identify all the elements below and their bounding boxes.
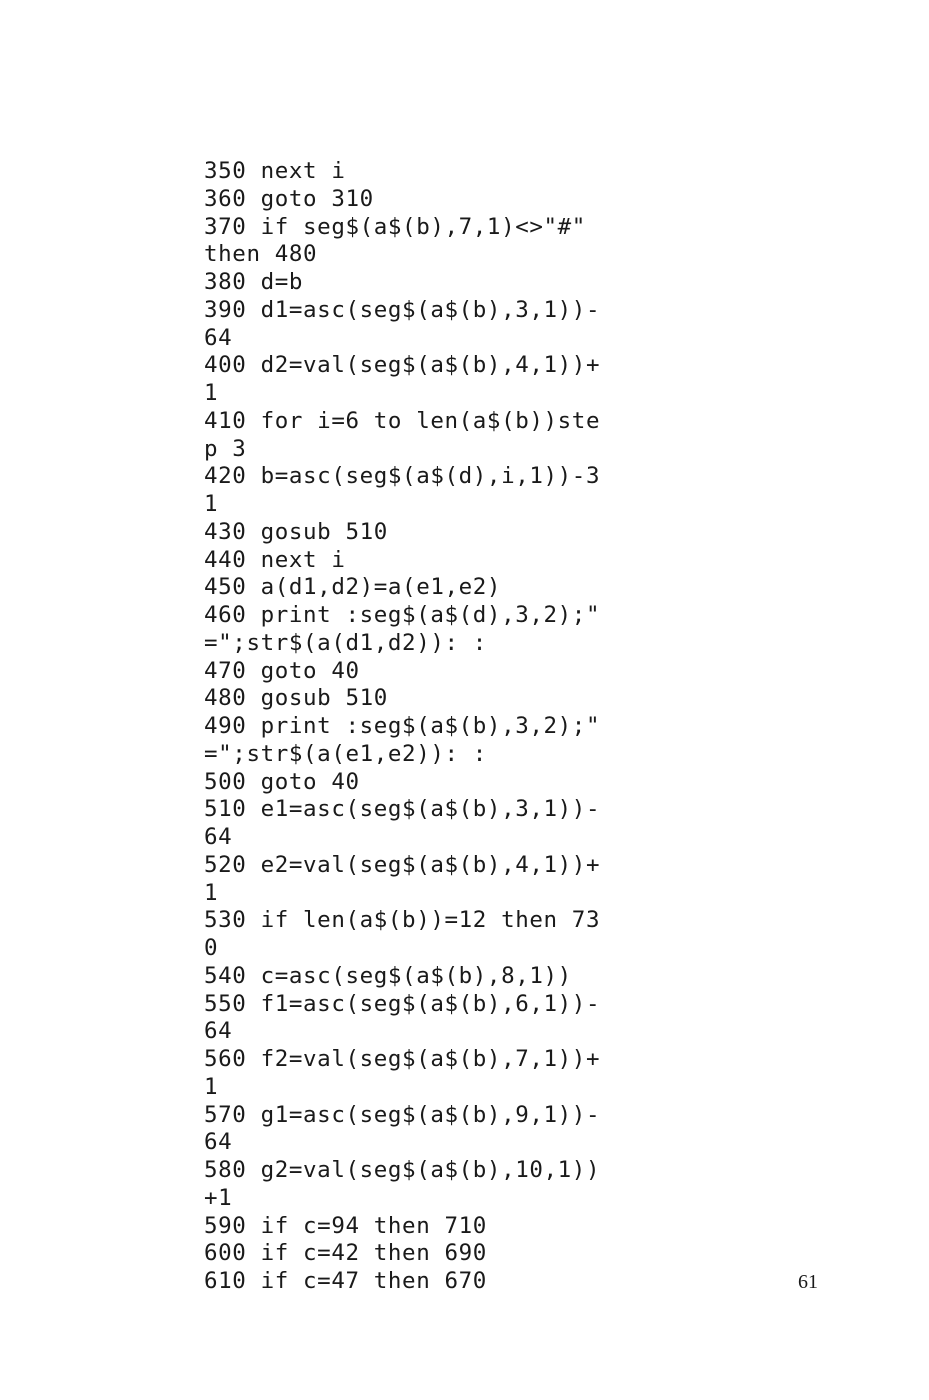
code-listing [204, 158, 600, 1296]
code-line: p 3 [204, 435, 247, 462]
code-line: 570 g1=asc(seg$(a$(b),9,1))- [204, 1101, 601, 1128]
code-line: 64 [204, 824, 233, 850]
code-line: 410 for i=6 to len(a$(b))ste [204, 407, 601, 434]
code-line: 470 goto 40 [204, 657, 360, 684]
code-line: 550 f1=asc(seg$(a$(b),6,1))- [204, 990, 601, 1017]
code-line: =";str$(a(d1,d2)): : [204, 629, 487, 656]
code-line: 360 goto 310 [204, 185, 374, 212]
code-line: then 480 [204, 241, 318, 268]
code-line: 500 goto 40 [204, 768, 360, 795]
code-line: 380 d=b [204, 269, 304, 295]
code-line: 440 next i [204, 546, 346, 573]
code-line: 390 d1=asc(seg$(a$(b),3,1))- [204, 296, 601, 323]
code-line: 540 c=asc(seg$(a$(b),8,1)) [204, 962, 572, 989]
code-line: 610 if c=47 then 670 [204, 1268, 487, 1294]
code-line: 480 gosub 510 [204, 685, 388, 712]
code-line: 370 if seg$(a$(b),7,1)<>"#" [204, 213, 586, 240]
code-line: 420 b=asc(seg$(a$(d),i,1))-3 [204, 463, 601, 490]
code-line: 1 [204, 380, 219, 406]
code-line: 460 print :seg$(a$(d),3,2);" [204, 602, 601, 628]
code-line: 600 if c=42 then 690 [204, 1240, 487, 1267]
code-line: 590 if c=94 then 710 [204, 1212, 487, 1239]
code-line: 64 [204, 1129, 233, 1156]
page-number: 61 [798, 1271, 818, 1293]
code-line: 580 g2=val(seg$(a$(b),10,1)) [204, 1157, 601, 1183]
code-line: 64 [204, 324, 233, 351]
code-line: +1 [204, 1184, 233, 1211]
code-line: 450 a(d1,d2)=a(e1,e2) [204, 574, 502, 601]
code-line: =";str$(a(e1,e2)): : [204, 740, 487, 767]
code-line: 1 [204, 491, 219, 517]
code-line: 520 e2=val(seg$(a$(b),4,1))+ [204, 851, 601, 878]
code-line: 1 [204, 1073, 219, 1100]
code-line: 64 [204, 1018, 233, 1045]
code-line: 560 f2=val(seg$(a$(b),7,1))+ [204, 1046, 601, 1072]
code-line: 430 gosub 510 [204, 518, 388, 545]
code-line: 530 if len(a$(b))=12 then 73 [204, 907, 601, 934]
code-line: 490 print :seg$(a$(b),3,2);" [204, 713, 601, 739]
code-line: 350 next i [204, 158, 346, 184]
code-line: 400 d2=val(seg$(a$(b),4,1))+ [204, 352, 601, 379]
code-line: 510 e1=asc(seg$(a$(b),3,1))- [204, 796, 601, 823]
code-line: 1 [204, 879, 219, 906]
code-line: 0 [204, 935, 219, 961]
